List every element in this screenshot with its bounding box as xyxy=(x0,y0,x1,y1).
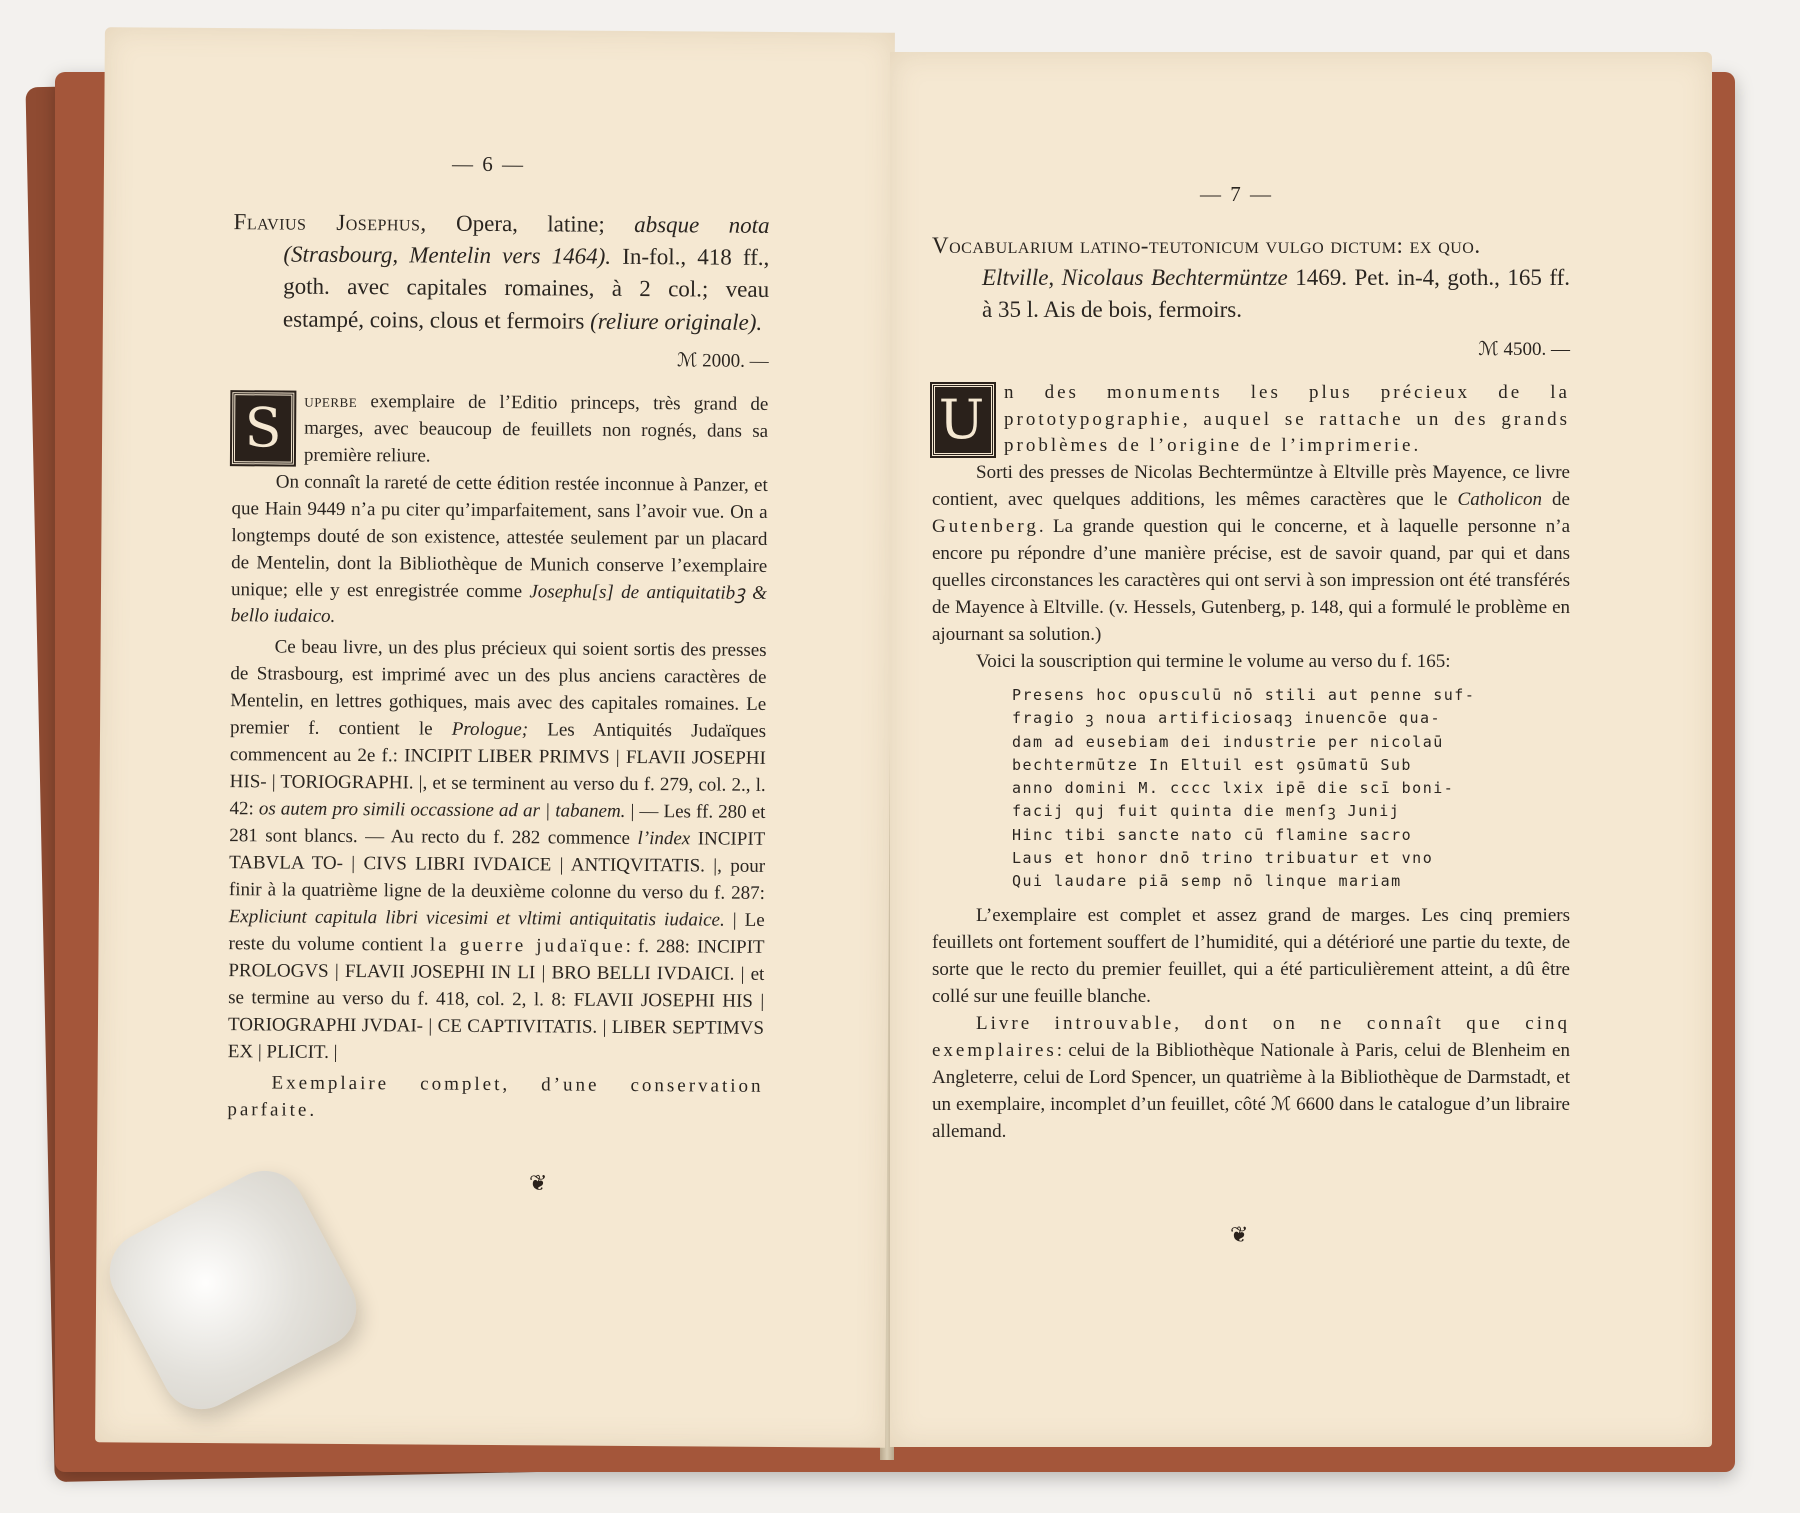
para3-b: Les Antiquités Judaïques commencent au 2e f.: INCIPIT LIBER PRIMVS | FLAVII JOSEPHI HIS- | TORIOGRAPHI. |, et se terminent au verso du f. 279, col. 2., l. 42: xyxy=(229,719,767,820)
paragraph-2 xyxy=(932,460,1570,649)
page-number: — 7 — xyxy=(1200,182,1273,206)
paragraph-1 xyxy=(232,388,769,473)
entry-title: Vocabularium latino-teutonicum vulgo dictum: ex quo. xyxy=(932,233,1481,258)
para1-rest: n des monuments les plus précieux de la prototypographie, auquel se rattache un des grands problèmes de l’origine de l’imprimerie. xyxy=(1004,381,1570,457)
para2-italic: Josephu[s] de antiquitatibꝫ & bello iudaico. xyxy=(230,580,768,628)
para5-lead: Livre introuvable xyxy=(976,1013,1175,1035)
para3-guerre: la guerre judaïque xyxy=(429,934,626,958)
entry-place: absque nota (Strasbourg, Mentelin vers 1464). xyxy=(283,211,770,269)
para3-e: | Le reste du volume contient xyxy=(228,909,765,956)
paragraph-3 xyxy=(228,635,767,1070)
para3-italic1: os autem pro simili occassione ad ar | tabanem. xyxy=(258,798,626,823)
quote-line: anno domini M. cccc lxix ipē die scī boni- xyxy=(1012,779,1455,798)
entry-details: 1469. Pet. in-4, goth., 165 ff. à 35 l. Ais de bois, fermoirs. xyxy=(982,265,1571,323)
para3-c: | — Les ff. 280 et 281 sont blancs. — Au recto du f. 282 commence xyxy=(229,801,766,850)
para3-italic2: Expliciunt capitula libri vicesimi et vltimi antiquitatis iudaice. xyxy=(228,906,725,931)
para3-f: : f. 288: INCIPIT PROLOGVS | FLAVII JOSEPHI IN LI | BRO BELLI IVDAICI. | et se termine au verso du f. 418, col. 2, l. 8: FLAVII JOSEPHI HIS | TORIOGRAPHI JVDAI- | CE CAPTIVITATIS. | LIBER SEPTIMVS EX | PLICIT. | xyxy=(227,936,765,1063)
right-page xyxy=(890,52,1712,1447)
para3-d: INCIPIT TABVLA TO- | CIVS LIBRI IVDAICE | ANTIQVITATIS. |, pour finir à la quatrième ligne de la deuxième colonne du verso du f. 287: xyxy=(228,828,766,905)
decorated-initial: S xyxy=(232,392,295,464)
para3-prologue: Prologue; xyxy=(451,719,529,741)
para1-lead: uperbe xyxy=(304,390,358,412)
para5-a: , dont on ne connaît que cinq exemplaires xyxy=(932,1013,1570,1062)
catalog-entry-title xyxy=(932,230,1570,327)
para5-b: : celui de la Bibliothèque Nationale à Paris, celui de Blenheim en Angleterre, celui de Lord Spencer, un quatrième à la Bibliothèque de Darmstadt, et un exemplaire, incomplet d’un feuillet, côté ℳ 6600 dans le catalogue d’un libraire allemand. xyxy=(932,1040,1570,1143)
quote-line: dam ad eusebiam dei industrie per nicolaū xyxy=(1012,732,1444,751)
paragraph-5 xyxy=(932,1011,1570,1146)
entry-author: Flavius Josephus, xyxy=(233,209,427,236)
quote-line: Hinc tibi sancte nato cū flamine sacro xyxy=(1012,825,1413,844)
colophon-quote xyxy=(1012,684,1570,893)
paragraph-1 xyxy=(932,380,1570,461)
left-page-body xyxy=(227,206,769,1128)
para2-gutenberg: Gutenberg xyxy=(932,516,1039,538)
quote-line: Qui laudare piā semp nō linque mariam xyxy=(1012,872,1402,891)
quote-line: bechtermūtze In Eltuil est ꝯsūmatū Sub xyxy=(1012,755,1412,774)
right-page-body xyxy=(932,230,1570,1146)
quote-line: fragio ꝫ noua artificiosaqꝫ inuencōe qua- xyxy=(1012,709,1442,728)
para3-a: Ce beau livre, un des plus précieux qui soient sortis des presses de Strasbourg, est imprimé avec un des plus anciens caractères de Mentelin, en lettres gothiques, mais avec des capitales romaines. Le premier f. contient le xyxy=(229,636,767,741)
para2-c: . La grande question qui le concerne, et à laquelle personne n’a encore pu répondre d’une manière précise, est de savoir quand, par qui et dans quelles circonstances les caractères qui ont servi à son impression ont été transférés de Mayence à Eltville. (v. Hessels, Gutenberg, p. 148, qui a formulé le problème en ajournant sa solution.) xyxy=(932,516,1570,646)
decorated-initial: U xyxy=(932,384,994,456)
paragraph-2 xyxy=(231,469,768,635)
entry-note: (reliure originale). xyxy=(590,308,763,335)
quote-line: Laus et honor dnō trino tribuatur et vno xyxy=(1012,848,1434,867)
quote-line: facij quj fuit quinta die menſꝫ Junij xyxy=(1012,802,1401,821)
entry-place: Eltville, Nicolaus Bechtermüntze xyxy=(982,265,1288,291)
para3-index: l’index xyxy=(637,828,691,850)
quote-line: Presens hoc opusculū nō stili aut penne suf- xyxy=(1012,686,1476,705)
para2-catholicon: Catholicon xyxy=(1457,489,1542,511)
page-number: — 6 — xyxy=(451,151,526,177)
para2-text: On connaît la rareté de cette édition restée inconnue à Panzer, et que Hain 9449 n’a pu citer qu’imparfaitement, sans l’avoir vue. On a longtemps douté de son existence, attestée seulement par un placard de Mentelin, dont la Bibliothèque de Munich conserve l’exemplaire unique; elle y est enregistrée comme xyxy=(230,471,768,602)
ornament-icon: ❦ xyxy=(528,1170,548,1196)
price: ℳ 4500. — xyxy=(1478,338,1570,360)
entry-title-text: Opera, latine; xyxy=(426,210,635,237)
para1-rest: exemplaire de l’Editio princeps, très grand de marges, avec beaucoup de feuillets non rognés, dans sa première reliure. xyxy=(303,390,769,467)
price: ℳ 2000. — xyxy=(676,350,769,372)
para2-a: Sorti des presses de Nicolas Bechtermüntze à Eltville près Mayence, ce livre contient, avec quelques additions, les mêmes caractères que le xyxy=(932,462,1570,511)
catalog-entry-title xyxy=(233,206,770,338)
paragraph-4: Exemplaire complet, d’une conservation parfaite. xyxy=(227,1072,764,1121)
para2-b: de xyxy=(1541,489,1570,511)
ornament-icon: ❦ xyxy=(1230,1222,1249,1247)
paragraph-3: Voici la souscription qui termine le volume au verso du f. 165: xyxy=(976,651,1451,673)
entry-details: In-fol., 418 ff., goth. avec capitales romaines, à 2 col.; veau estampé, coins, clous et fermoirs xyxy=(282,243,770,334)
paragraph-4: L’exemplaire est complet et assez grand de marges. Les cinq premiers feuillets ont fortement souffert de l’humidité, qui a détérioré une partie du texte, de sorte que le recto du premier feuillet, qui a été particulièrement atteint, a dû être collé sur une feuille blanche. xyxy=(932,905,1570,1008)
